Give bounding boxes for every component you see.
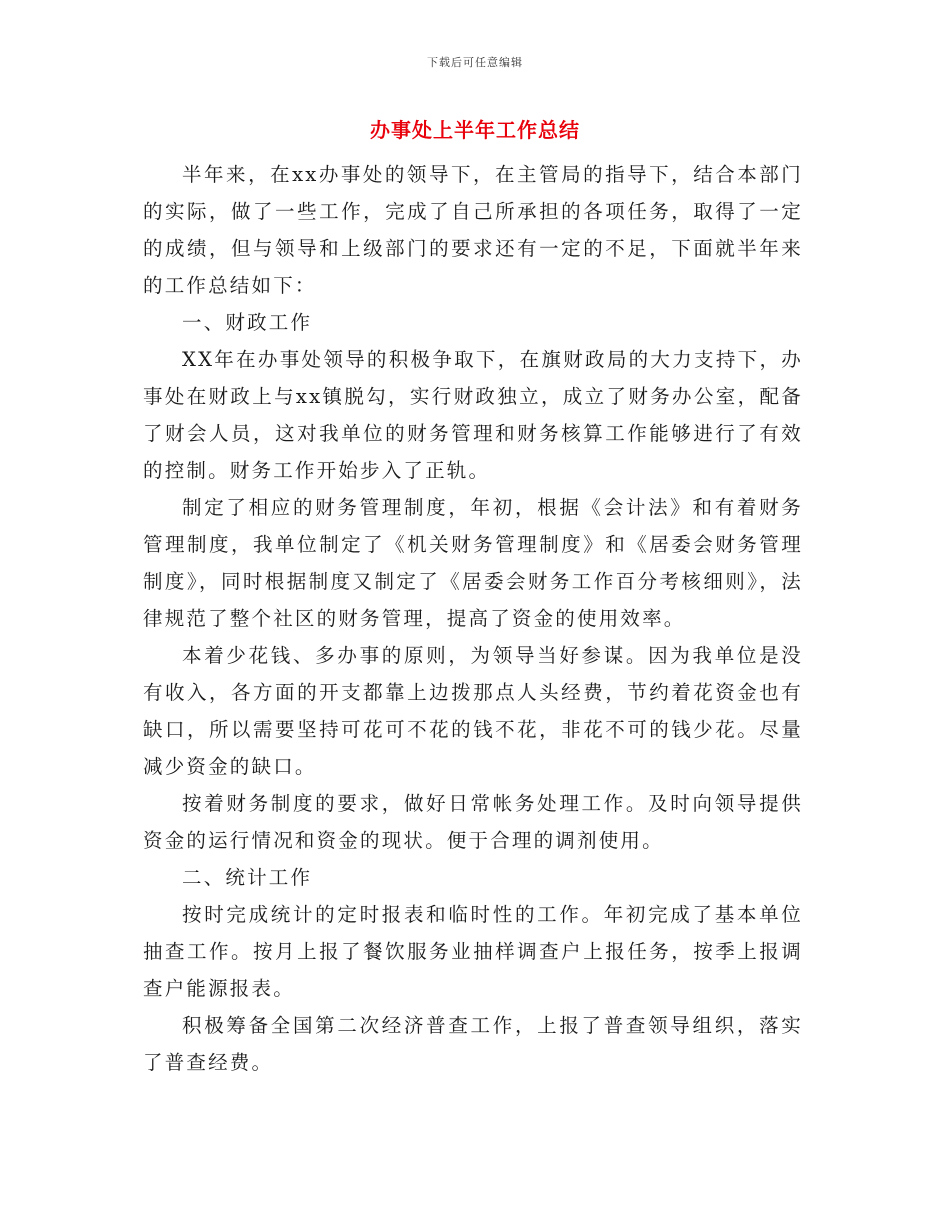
paragraph-statistics-reports: 按时完成统计的定时报表和临时性的工作。年初完成了基本单位抽查工作。按月上报了餐饮服务业抽样调查户上报任务，按季上报调查户能源报表。 (143, 903, 803, 1000)
section-heading-finance: 一、财政工作 (182, 311, 313, 334)
header-note: 下载后可任意编辑 (427, 56, 523, 69)
paragraph-finance-independence: XX年在办事处领导的积极争取下，在旗财政局的大力支持下，办事处在财政上与xx镇脱勾，实行财政独立，成立了财务办公室，配备了财会人员，这对我单位的财务管理和财务核算工作能够进行了有效的控制。财务工作开始步入了正轨。 (143, 348, 803, 482)
paragraph-finance-saving: 本着少花钱、多办事的原则，为领导当好参谋。因为我单位是没有收入，各方面的开支都靠上边拨那点人头经费，节约着花资金也有缺口，所以需要坚持可花可不花的钱不花，非花不可的钱少花。尽量减少资金的缺口。 (143, 644, 803, 778)
paragraph-intro: 半年来，在xx办事处的领导下，在主管局的指导下，结合本部门的实际，做了一些工作，完成了自己所承担的各项任务，取得了一定的成绩，但与领导和上级部门的要求还有一定的不足，下面就半年来的工作总结如下： (143, 163, 803, 297)
section-heading-statistics: 二、统计工作 (182, 866, 313, 889)
paragraph-statistics-census: 积极筹备全国第二次经济普查工作，上报了普查领导组织，落实了普查经费。 (143, 1014, 803, 1074)
document-title: 办事处上半年工作总结 (370, 118, 580, 142)
paragraph-finance-rules: 制定了相应的财务管理制度，年初，根据《会计法》和有着财务管理制度，我单位制定了《机关财务管理制度》和《居委会财务管理制度》，同时根据制度又制定了《居委会财务工作百分考核细则》，法律规范了整个社区的财务管理，提高了资金的使用效率。 (143, 496, 803, 630)
document-body (143, 156, 803, 1081)
paragraph-finance-accounts: 按着财务制度的要求，做好日常帐务处理工作。及时向领导提供资金的运行情况和资金的现状。便于合理的调剂使用。 (143, 792, 803, 852)
